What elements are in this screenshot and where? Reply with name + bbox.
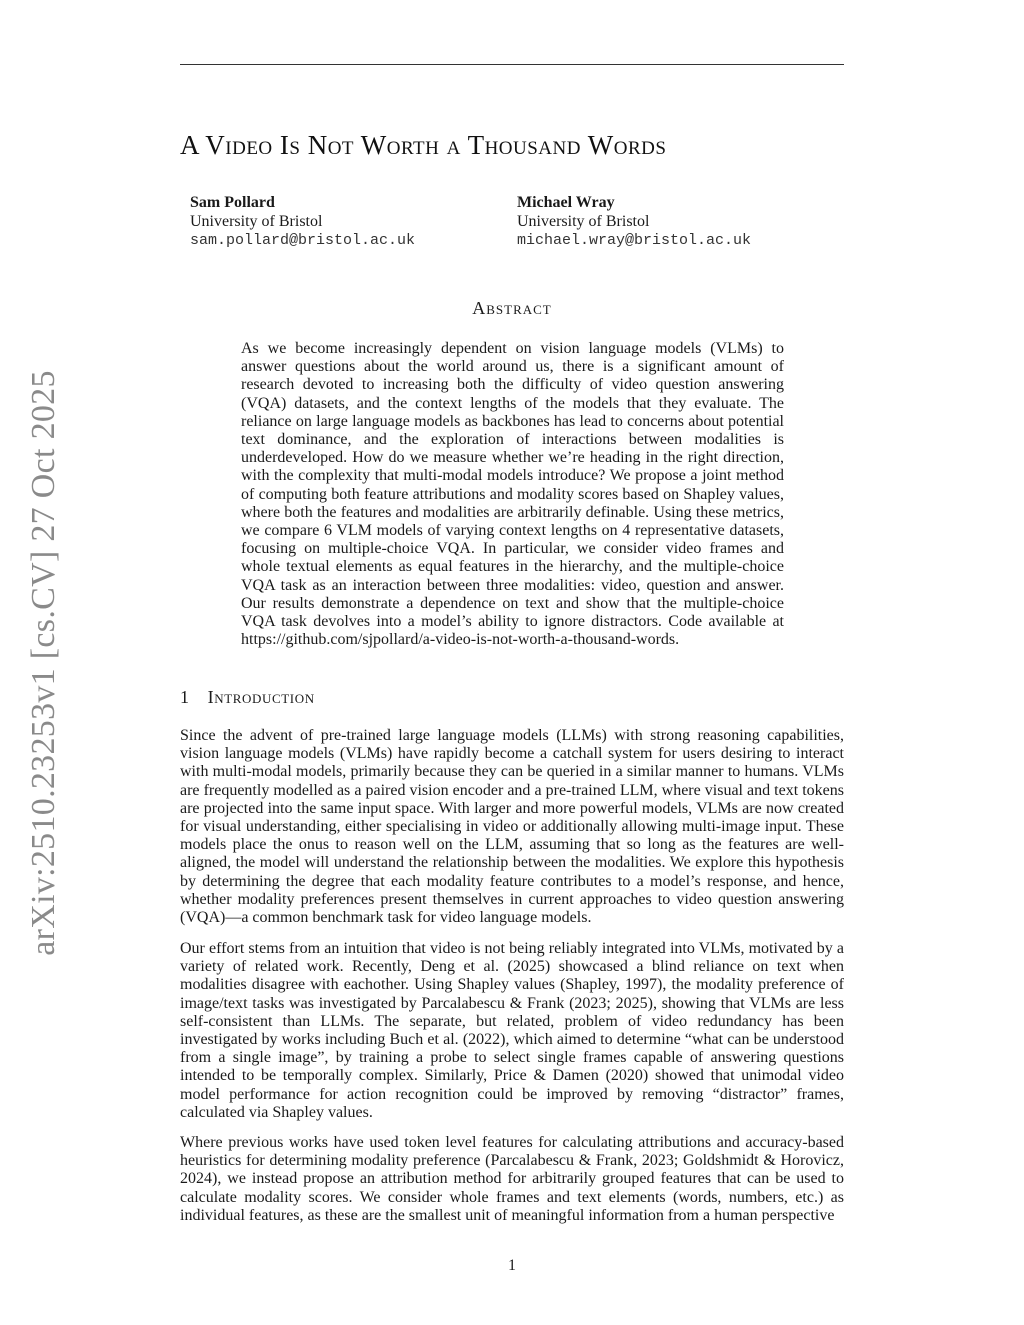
author-email: sam.pollard@bristol.ac.uk (190, 232, 416, 249)
body-paragraph: Where previous works have used token level features for calculating attributions and accuracy-based heuristics for determining modality preference (Parcalabescu & Frank, 2023; Goldshmidt & Horovicz, 2024), we instead propose an attribution method for arbitrarily grouped features that can be used to calculate modality scores. We consider whole frames and text elements (words, numbers, etc.) as individual features, as these are the smallest unit of meaningful information from a human perspective (180, 1134, 844, 1224)
author-name: Michael Wray (517, 194, 615, 211)
author-block (190, 193, 415, 250)
arxiv-identifier-stamp: arXiv:2510.23253v1 [cs.CV] 27 Oct 2025 (25, 370, 62, 956)
author-block (517, 193, 751, 250)
body-paragraph: Our effort stems from an intuition that video is not being reliably integrated into VLMs, motivated by a variety of related work. Recently, Deng et al. (2025) showcased a blind reliance on text when modalities disagree with eachother. Using Shapley values (Shapley, 1997), the modality preference of image/text tasks was investigated by Parcalabescu & Frank (2023; 2025), showing that VLMs are less self-consistent than LLMs. The separate, but related, problem of video redundancy has been investigated by works including Buch et al. (2022), which aimed to determine “what can be understood from a single image”, by training a probe to select single frames capable of answering questions intended to be temporally complex. Similarly, Price & Damen (2020) showed that unimodal video model performance for action recognition could be improved by removing “distractor” frames, calculated via Shapley values. (180, 940, 844, 1121)
top-rule (180, 64, 844, 65)
section-heading (180, 687, 315, 708)
abstract-text: As we become increasingly dependent on vision language models (VLMs) to answer questions about the world around us, there is a significant amount of research devoted to increasing both the difficulty of video question answering (VQA) datasets, and the context lengths of the models that they evaluate. The reliance on large language models as backbones has lead to concerns about potential text dominance, and the exploration of interactions between modalities is underdeveloped. How do we measure whether we’re heading in the right direction, with the complexity that multi-modal models introduce? We propose a joint method of computing both feature attributions and modality scores based on Shapley values, where both the features and modalities are arbitrarily definable. Using these metrics, we compare 6 VLM models of varying context lengths on 4 representative datasets, focusing on multiple-choice VQA. In particular, we consider video frames and whole textual elements as equal features in the hierarchy, and the multiple-choice VQA task as an interaction between three modalities: video, question and answer. Our results demonstrate a dependence on text and show that the multiple-choice VQA task devolves into a model’s ability to ignore distractors. Code available at https://github.com/sjpollard/a-video-is-not-worth-a-thousand-words. (241, 340, 784, 649)
author-name: Sam Pollard (190, 194, 275, 211)
section-number: 1 (180, 687, 190, 707)
author-affiliation: University of Bristol (190, 213, 323, 230)
author-affiliation: University of Bristol (517, 213, 650, 230)
paper-title: A Video Is Not Worth a Thousand Words (180, 130, 667, 160)
page-number: 1 (508, 1257, 516, 1274)
section-title: Introduction (207, 687, 315, 707)
author-email: michael.wray@bristol.ac.uk (517, 232, 752, 249)
abstract-heading: Abstract (472, 298, 552, 318)
body-paragraph: Since the advent of pre-trained large language models (LLMs) with strong reasoning capabilities, vision language models (VLMs) have rapidly become a catchall system for users desiring to interact with multi-modal models, primarily because they can be queried in a similar manner to humans. VLMs are frequently modelled as a paired vision encoder and a pre-trained LLM, where visual and text tokens are projected into the same input space. With larger and more powerful models, VLMs are now created for visual understanding, either specialising in video or additionally allowing multi-image input. These models place the onus to reason well on the LLM, assuming that so long as the features are well-aligned, the model will understand the relationship between the modalities. We explore this hypothesis by determining the degree that each modality feature contributes to a model’s response, and hence, whether modality preferences present themselves in current approaches to video question answering (VQA)—a common benchmark task for video language models. (180, 727, 844, 927)
